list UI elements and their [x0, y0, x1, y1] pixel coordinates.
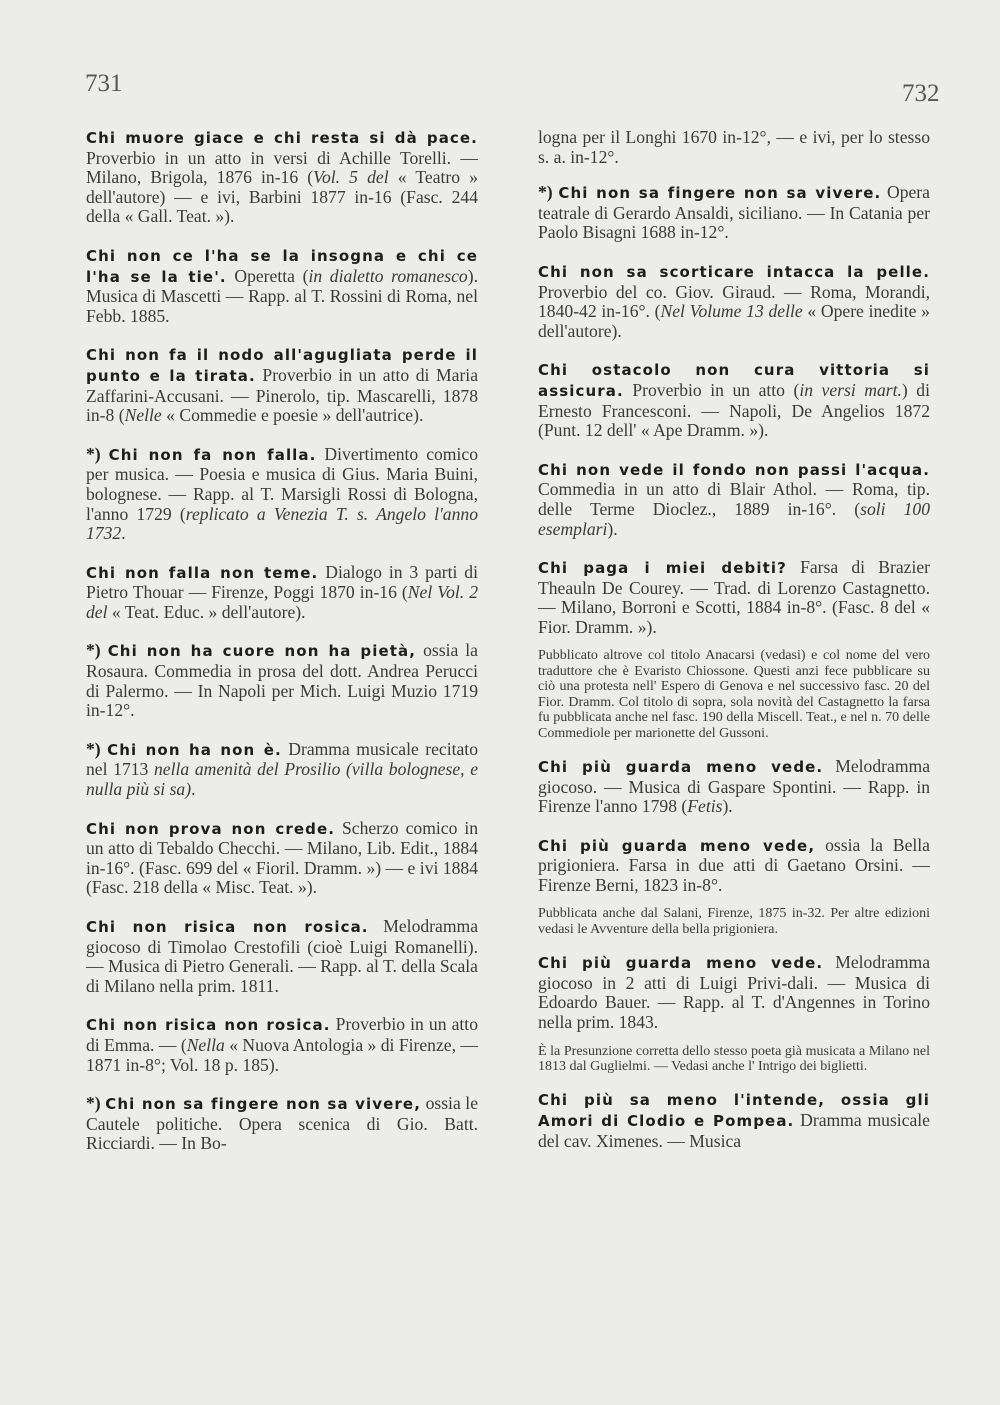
catalog-entry: [538, 757, 930, 817]
catalog-entry: [86, 128, 478, 227]
entry-italic: replicato a Venezia T. s. Angelo l'anno 1732: [86, 503, 478, 544]
catalog-entry: [86, 1015, 478, 1075]
entry-title: Chi non ce l'ha se la insogna e chi ce l'ha se la tie'.: [86, 246, 478, 286]
footnote: È la Presunzione corretta dello stesso poeta già musicata a Milano nel 1813 dal Guglielmi. — Vedasi anche l' Intrigo dei biglietti.: [538, 1043, 930, 1075]
entry-tail: ).: [607, 518, 618, 539]
entry-italic: nella amenità del Prosilio (villa bolognese, e nulla più si sa): [86, 759, 478, 800]
entry-body: Melodramma giocoso di Timolao Crestofili (cioè Luigi Romanelli). — Musica di Pietro Generali. — Rapp. al T. della Scala di Milano nella prim. 1811.: [86, 916, 479, 996]
entry-body: Melodramma giocoso in 2 atti di Luigi Privi-dali. — Musica di Edoardo Bauer. — Rapp. al T. d'Angennes in Torino nella prim. 1843.: [538, 952, 930, 1033]
entry-title: Chi non fa il nodo all'agugliata perde il punto e la tirata.: [86, 346, 478, 385]
asterisk-mark: *): [86, 1093, 101, 1114]
entry-tail: « Commedie e poesie » dell'autrice).: [166, 405, 424, 426]
entry-title: Chi più guarda meno vede,: [538, 836, 816, 855]
entry-tail: « Opere inedite » dell'autore).: [538, 301, 930, 341]
entry-title: Chi non sa fingere non sa vivere,: [105, 1095, 421, 1114]
entry-body: Melodramma giocoso. — Musica di Gaspare Spontini. — Rapp. in Firenze l'anno 1798 (: [538, 755, 930, 817]
entry-title: Chi paga i miei debiti?: [538, 559, 787, 578]
entry-body: Proverbio in un atto di Emma. — (: [86, 1014, 478, 1055]
continued-text: logna per il Longhi 1670 in-12°, — e ivi, per lo stesso s. a. in-12°.: [538, 127, 930, 167]
entry-tail: .: [191, 779, 196, 800]
entry-body: Scherzo comico in un atto di Tebaldo Checchi. — Milano, Lib. Edit., 1884 in-16°. (Fasc. 699 del « Fioril. Dramm. ») — e ivi 1884 (Fasc. 218 della « Misc. Teat. »).: [86, 817, 479, 898]
entry-tail: ) di Ernesto Francesconi. — Napoli, De Angelios 1872 (Punt. 12 dell' « Ape Dramm. »).: [538, 379, 930, 441]
entry-italic: Nel Volume 13 delle: [660, 301, 803, 322]
entry-title: Chi non fa non falla.: [108, 445, 317, 464]
catalog-entry: [538, 558, 930, 637]
catalog-entry: [538, 183, 930, 243]
entry-body: ossia la Bella prigioniera. Farsa in due atti di Gaetano Orsini. — Firenze Berni, 1823 in-8°.: [538, 834, 930, 895]
entry-body: Proverbio in un atto in versi di Achille Torelli. — Milano, Brigola, 1876 in-16 (: [86, 147, 478, 188]
entry-body: Dramma musicale recitato nel 1713: [86, 738, 478, 780]
entry-title: Chi non falla non teme.: [86, 563, 319, 582]
entry-tail: ). Musica di Mascetti — Rapp. al T. Rossini di Roma, nel Febb. 1885.: [86, 265, 478, 326]
right-column: [538, 128, 930, 1170]
entry-body: Dialogo in 3 parti di Pietro Thouar — Firenze, Poggi 1870 in-16 (: [86, 561, 478, 603]
catalog-entry: [86, 445, 478, 544]
entry-body: Divertimento comico per musica. — Poesia e musica di Gius. Maria Buini, bolognese. — Rapp. al T. Marsigli Rossi di Bologna, l'anno 1729 (: [86, 443, 478, 524]
asterisk-mark: *): [86, 738, 101, 759]
entry-title: Chi più guarda meno vede.: [538, 757, 824, 776]
entry-body: Farsa di Brazier Theauln De Courey. — Trad. di Lorenzo Castagnetto. — Milano, Borroni e Scotti, 1884 in-8°. (Fasc. 8 del « Fior. Dramm. »).: [538, 557, 930, 637]
catalog-entry: [86, 246, 478, 326]
entry-title: Chi non ha cuore non ha pietà,: [107, 642, 417, 661]
entry-body: Proverbio del co. Giov. Giraud. — Roma, Morandi, 1840-42 in-16°. (: [538, 281, 930, 322]
entry-title: Chi muore giace e chi resta si dà pace.: [86, 129, 478, 147]
entry-italic: in dialetto romanesco: [308, 265, 468, 286]
entry-body: Opera teatrale di Gerardo Ansaldi, siciliano. — In Catania per Paolo Bisagni 1688 in-12°.: [538, 182, 930, 243]
entry-title: Chi non sa scorticare intacca la pelle.: [538, 262, 930, 281]
entry-tail: « Nuova Antologia » di Firenze, — 1871 in-8°; Vol. 18 p. 185).: [86, 1034, 478, 1075]
entry-italic: Nella: [186, 1034, 225, 1055]
entry-title: Chi non risica non rosica.: [86, 918, 369, 936]
catalog-entry: [86, 641, 478, 720]
entry-italic: in versi mart.: [799, 379, 902, 400]
entry-title: Chi non ha non è.: [107, 740, 282, 759]
asterisk-mark: *): [86, 640, 101, 661]
entry-body: Operetta (: [234, 265, 309, 286]
entry-title: Chi più sa meno l'intende, ossia gli Amori di Clodio e Pompea.: [538, 1091, 930, 1131]
footnote: Pubblicata anche dal Salani, Firenze, 1875 in-32. Per altre edizioni vedasi le Avventure della bella prigioniera.: [538, 906, 930, 937]
footnote: Pubblicato altrove col titolo Anacarsi (vedasi) e col nome del vero traduttore che è Evaristo Chiossone. Questi anzi fece pubblicare su ciò una protesta nell' Espero di Genova e nel successivo fasc. 20 del Fior. Dramm. Col titolo di sopra, sola novità del Castagnetto la farsa fu pubblicata anche nel fasc. 190 della Miscell. Teat., e nel n. 70 delle Commediole per marionette del Gussoni.: [538, 648, 930, 741]
catalog-entry: [86, 740, 478, 800]
entry-body: Proverbio in un atto di Maria Zaffarini-Accusani. — Pinerolo, tip. Mascarelli, 1878 in-8 (: [86, 364, 479, 426]
catalog-entry: [86, 917, 478, 996]
entry-title: Chi non sa fingere non sa vivere.: [558, 184, 882, 203]
entry-body: Proverbio in un atto (: [632, 379, 800, 400]
entry-italic: Nelle: [124, 405, 162, 426]
catalog-entry: [538, 1090, 930, 1151]
entry-body: Dramma musicale del cav. Ximenes. — Musica: [538, 1110, 930, 1151]
entry-body: ossia le Cautele politiche. Opera scenica di Gio. Batt. Ricciardi. — In Bo-: [86, 1093, 478, 1154]
catalog-entry: [86, 1094, 478, 1154]
entry-italic: Nel Vol. 2 del: [86, 582, 478, 622]
entry-tail: ).: [722, 796, 733, 817]
catalog-entry: [538, 262, 930, 341]
catalog-entry: [538, 953, 930, 1032]
entry-italic: Fetis: [687, 796, 723, 817]
catalog-entry: [86, 563, 478, 623]
catalog-entry: [86, 345, 478, 425]
left-column: [86, 128, 478, 1173]
entry-italic: Vol. 5 del: [313, 167, 389, 188]
page-number-right: 732: [902, 80, 940, 107]
asterisk-mark: *): [538, 182, 553, 203]
catalog-entry: [538, 360, 930, 440]
entry-body: Commedia in un atto di Blair Athol. — Roma, tip. delle Terme Dioclez., 1889 in-16°. (: [538, 479, 930, 519]
catalog-entry: [538, 460, 930, 539]
catalog-entry: [538, 836, 930, 896]
entry-title: Chi non prova non crede.: [86, 819, 336, 838]
entry-tail: « Teat. Educ. » dell'autore).: [111, 601, 306, 622]
entry-body: ossia la Rosaura. Commedia in prosa del dott. Andrea Perucci di Palermo. — In Napoli per Mich. Luigi Muzio 1719 in-12°.: [86, 640, 478, 721]
page-number-left: 731: [85, 70, 123, 97]
entry-title: Chi non risica non rosica.: [86, 1016, 331, 1035]
entry-tail: .: [121, 523, 126, 544]
entry-title: Chi non vede il fondo non passi l'acqua.: [538, 460, 930, 479]
entry-title: Chi più guarda meno vede.: [538, 954, 824, 973]
asterisk-mark: *): [86, 443, 101, 464]
entry-tail: « Teatro » dell'autore) — e ivi, Barbini 1877 in-16 (Fasc. 244 della « Gall. Teat. »).: [86, 167, 479, 227]
entry-italic: soli 100 esemplari: [538, 498, 930, 539]
entry-title: Chi ostacolo non cura vittoria si assicura.: [538, 361, 930, 400]
catalog-entry: [86, 819, 478, 898]
